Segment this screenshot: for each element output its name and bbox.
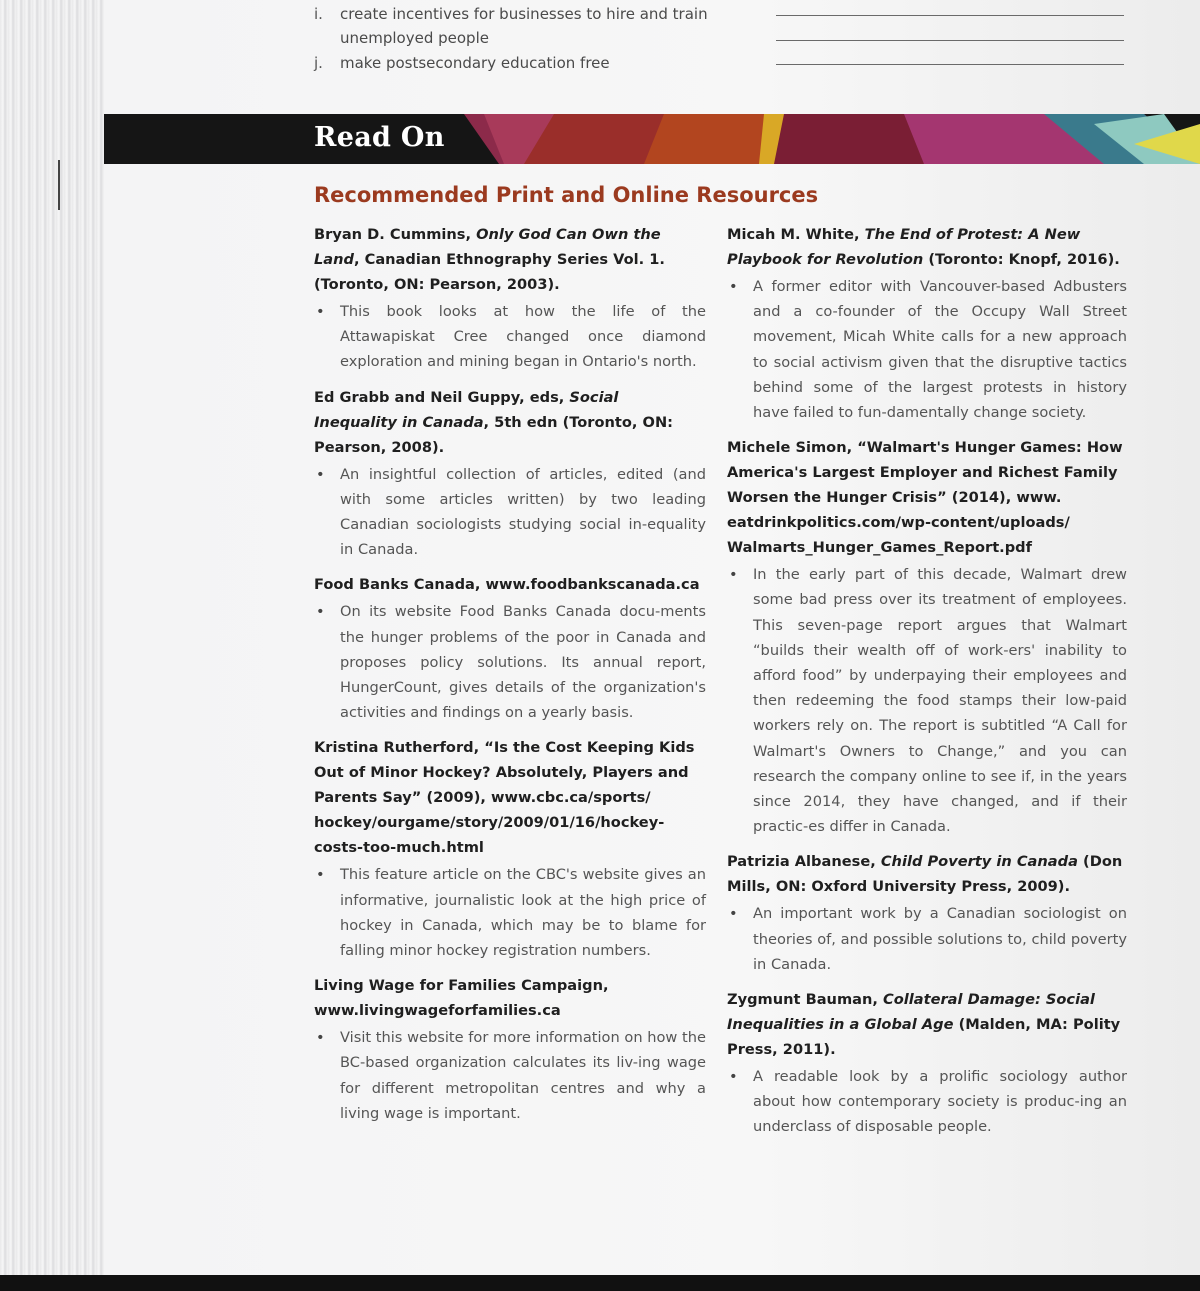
read-on-banner (104, 114, 1200, 164)
resource-citation: Michele Simon, “Walmart's Hunger Games: How America's Largest Employer and Richest Family Worsen the Hunger Crisis” (2014), www. eatdrinkpolitics.com/wp-content/uploads/ Walmarts_Hunger_Games_Report.pdf (727, 439, 1123, 557)
exercise-text: make postsecondary education free (340, 54, 610, 72)
resource-citation: Food Banks Canada, www.foodbankscanada.ca (314, 576, 700, 594)
left-column (314, 222, 706, 1136)
resource-entry (314, 385, 706, 563)
exercise-item-j (314, 51, 710, 75)
resource-description: • An important work by a Canadian sociologist on theories of, and possible solutions to, child poverty in Canada. (727, 901, 1127, 977)
resource-entry (727, 987, 1127, 1140)
page-edge-stack (0, 0, 104, 1275)
exercise-letter: j. (314, 54, 323, 72)
right-column (727, 222, 1127, 1150)
resource-entry (727, 222, 1127, 425)
resource-citation: Zygmunt Bauman, Collateral Damage: Social Inequalities in a Global Age (Malden, MA: Polity Press, 2011). (727, 991, 1121, 1059)
resource-entry (727, 435, 1127, 839)
resource-description: • An insightful collection of articles, edited (and with some articles written) by two leading Canadian sociologists studying social in-equality in Canada. (314, 462, 706, 563)
resource-citation: Kristina Rutherford, “Is the Cost Keeping Kids Out of Minor Hockey? Absolutely, Players and Parents Say” (2009), www.cbc.ca/sports/ hockey/ourgame/story/2009/01/16/hockey-costs-too-much.html (314, 739, 695, 857)
resource-description: • On its website Food Banks Canada docu-ments the hunger problems of the poor in Canada and proposes policy solutions. Its annual report, HungerCount, gives details of the organization's activities and findings on a yearly basis. (314, 599, 706, 725)
resource-description: • Visit this website for more information on how the BC-based organization calculates its liv-ing wage for different metropolitan centres and why a living wage is important. (314, 1025, 706, 1126)
resource-citation: Patrizia Albanese, Child Poverty in Canada (Don Mills, ON: Oxford University Press, 2009). (727, 853, 1123, 896)
resource-entry (314, 735, 706, 963)
resource-description: • A readable look by a prolific sociology author about how contemporary society is produc-ing an underclass of disposable people. (727, 1064, 1127, 1140)
resource-description: • A former editor with Vancouver-based Adbusters and a co-founder of the Occupy Wall Street movement, Micah White calls for a new approach to social activism given that the disruptive tactics behind some of the largest protests in history have failed to fun-damentally change society. (727, 274, 1127, 425)
answer-line[interactable] (776, 15, 1124, 16)
answer-line[interactable] (776, 64, 1124, 65)
exercise-text: create incentives for businesses to hire and train unemployed people (340, 5, 708, 47)
exercise-letter: i. (314, 5, 323, 23)
resource-entry (314, 973, 706, 1126)
resource-entry (314, 222, 706, 375)
page-edge-mark (58, 160, 60, 210)
resource-entry (314, 572, 706, 725)
resource-citation: Living Wage for Families Campaign, www.livingwageforfamilies.ca (314, 977, 609, 1020)
resource-citation: Ed Grabb and Neil Guppy, eds, Social Inequality in Canada, 5th edn (Toronto, ON: Pearson, 2008). (314, 388, 673, 456)
resource-entry (727, 849, 1127, 977)
resource-description: • In the early part of this decade, Walmart drew some bad press over its treatment of employees. This seven-page report argues that Walmart “builds their wealth off of work-ers' inability to afford food” by underpaying their employees and then redeeming the food stamps their low-paid workers rely on. The report is subtitled “A Call for Walmart's Owners to Change,” and you can research the company online to see if, in the years since 2014, they have changed, and if their practic-es differ in Canada. (727, 562, 1127, 839)
resource-citation: Micah M. White, The End of Protest: A New Playbook for Revolution (Toronto: Knopf, 2016). (727, 226, 1120, 268)
answer-line[interactable] (776, 40, 1124, 41)
banner-decoration (104, 114, 1200, 164)
resource-description: • This feature article on the CBC's website gives an informative, journalistic look at the high price of hockey in Canada, which may be to blame for falling minor hockey registration numbers. (314, 862, 706, 963)
exercise-item-i (314, 2, 710, 50)
bottom-shadow (0, 1275, 1200, 1291)
section-heading: Recommended Print and Online Resources (314, 183, 819, 207)
resource-citation: Bryan D. Cummins, Only God Can Own the Land, Canadian Ethnography Series Vol. 1. (Toronto, ON: Pearson, 2003). (314, 226, 665, 293)
banner-title: Read On (314, 122, 445, 153)
resource-description: • This book looks at how the life of the Attawapiskat Cree changed once diamond exploration and mining began in Ontario's north. (314, 299, 706, 375)
